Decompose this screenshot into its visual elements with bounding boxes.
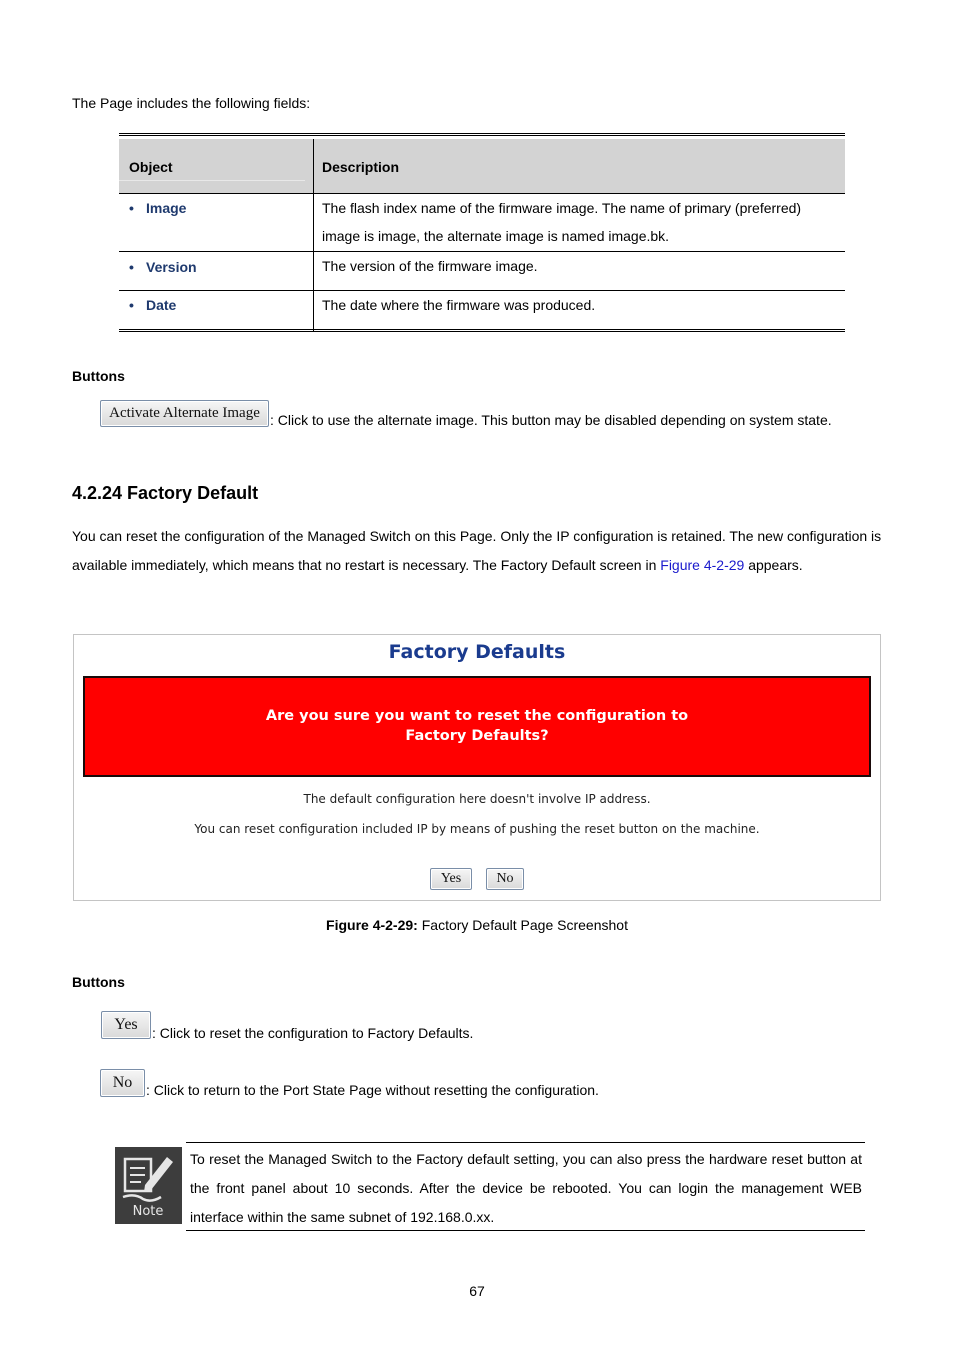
yes-button-description: : Click to reset the configuration to Factory Defaults. xyxy=(152,1025,474,1041)
header-divider xyxy=(119,180,305,181)
header-description: Description xyxy=(322,159,400,175)
section-title: 4.2.24 Factory Default xyxy=(72,483,259,503)
caption-text: Factory Default Page Screenshot xyxy=(417,917,628,933)
yes-button[interactable]: Yes xyxy=(430,868,472,890)
warning-line-1: Are you sure you want to reset the configuration to xyxy=(265,708,689,724)
factory-defaults-screenshot xyxy=(73,634,881,901)
column-divider xyxy=(313,139,314,331)
note-box xyxy=(186,1142,865,1231)
table-row-object xyxy=(129,297,176,313)
table-row-description: The version of the firmware image. xyxy=(322,258,538,274)
activate-alternate-image-button[interactable]: Activate Alternate Image xyxy=(100,400,269,427)
note-text: To reset the Managed Switch to the Factory default setting, you can also press the hardware reset button at the front panel about 10 seconds. After the device be rebooted. You can login the management WEB interface within the same subnet of 192.168.0.xx. xyxy=(190,1151,862,1225)
warning-text xyxy=(85,706,869,746)
table-row-description: The date where the firmware was produced. xyxy=(322,297,596,313)
note-icon-label: Note xyxy=(132,1204,164,1219)
page-number: 67 xyxy=(469,1283,485,1299)
paragraph-text-end: appears. xyxy=(744,557,803,573)
figure-caption xyxy=(0,917,954,933)
activate-button-description: : Click to use the alternate image. This button may be disabled depending on system state. xyxy=(270,412,832,428)
note-icon xyxy=(115,1147,182,1224)
info-line-1: The default configuration here doesn't involve IP address. xyxy=(303,792,651,806)
paragraph-text: You can reset the configuration of the Managed Switch on this Page. Only the IP configuration is retained. The new configuration is available immediately, which means that no restart is necessary. The Factory Default screen in xyxy=(72,528,882,573)
table-row-object xyxy=(129,200,186,216)
intro-text: The Page includes the following fields: xyxy=(72,95,311,111)
header-object: Object xyxy=(129,159,173,175)
warning-box xyxy=(83,676,871,777)
bullet-icon: • xyxy=(129,297,134,313)
object-label: Image xyxy=(146,200,187,216)
warning-line-2: Factory Defaults? xyxy=(405,728,549,744)
no-button-description: : Click to return to the Port State Page without resetting the configuration. xyxy=(146,1082,599,1098)
object-label: Date xyxy=(146,297,177,313)
bullet-icon: • xyxy=(129,200,134,216)
screenshot-title: Factory Defaults xyxy=(388,641,566,663)
section-paragraph xyxy=(72,522,882,580)
buttons-heading: Buttons xyxy=(72,368,125,384)
no-button-sample[interactable]: No xyxy=(100,1069,145,1097)
object-label: Version xyxy=(146,259,197,275)
table-header xyxy=(119,139,845,193)
info-line-2: You can reset configuration included IP by means of pushing the reset button on the machine. xyxy=(194,822,760,836)
bullet-icon: • xyxy=(129,259,134,275)
caption-label: Figure 4-2-29: xyxy=(326,917,418,933)
yes-button-sample[interactable]: Yes xyxy=(101,1011,151,1039)
figure-link[interactable]: Figure 4-2-29 xyxy=(660,557,745,573)
table-row-description: The flash index name of the firmware image. The name of primary (preferred) image is image, the alternate image is named image.bk. xyxy=(322,200,802,244)
table-row-object xyxy=(129,259,197,275)
no-button[interactable]: No xyxy=(486,868,524,890)
buttons-heading: Buttons xyxy=(72,974,125,990)
fields-table xyxy=(119,133,845,332)
